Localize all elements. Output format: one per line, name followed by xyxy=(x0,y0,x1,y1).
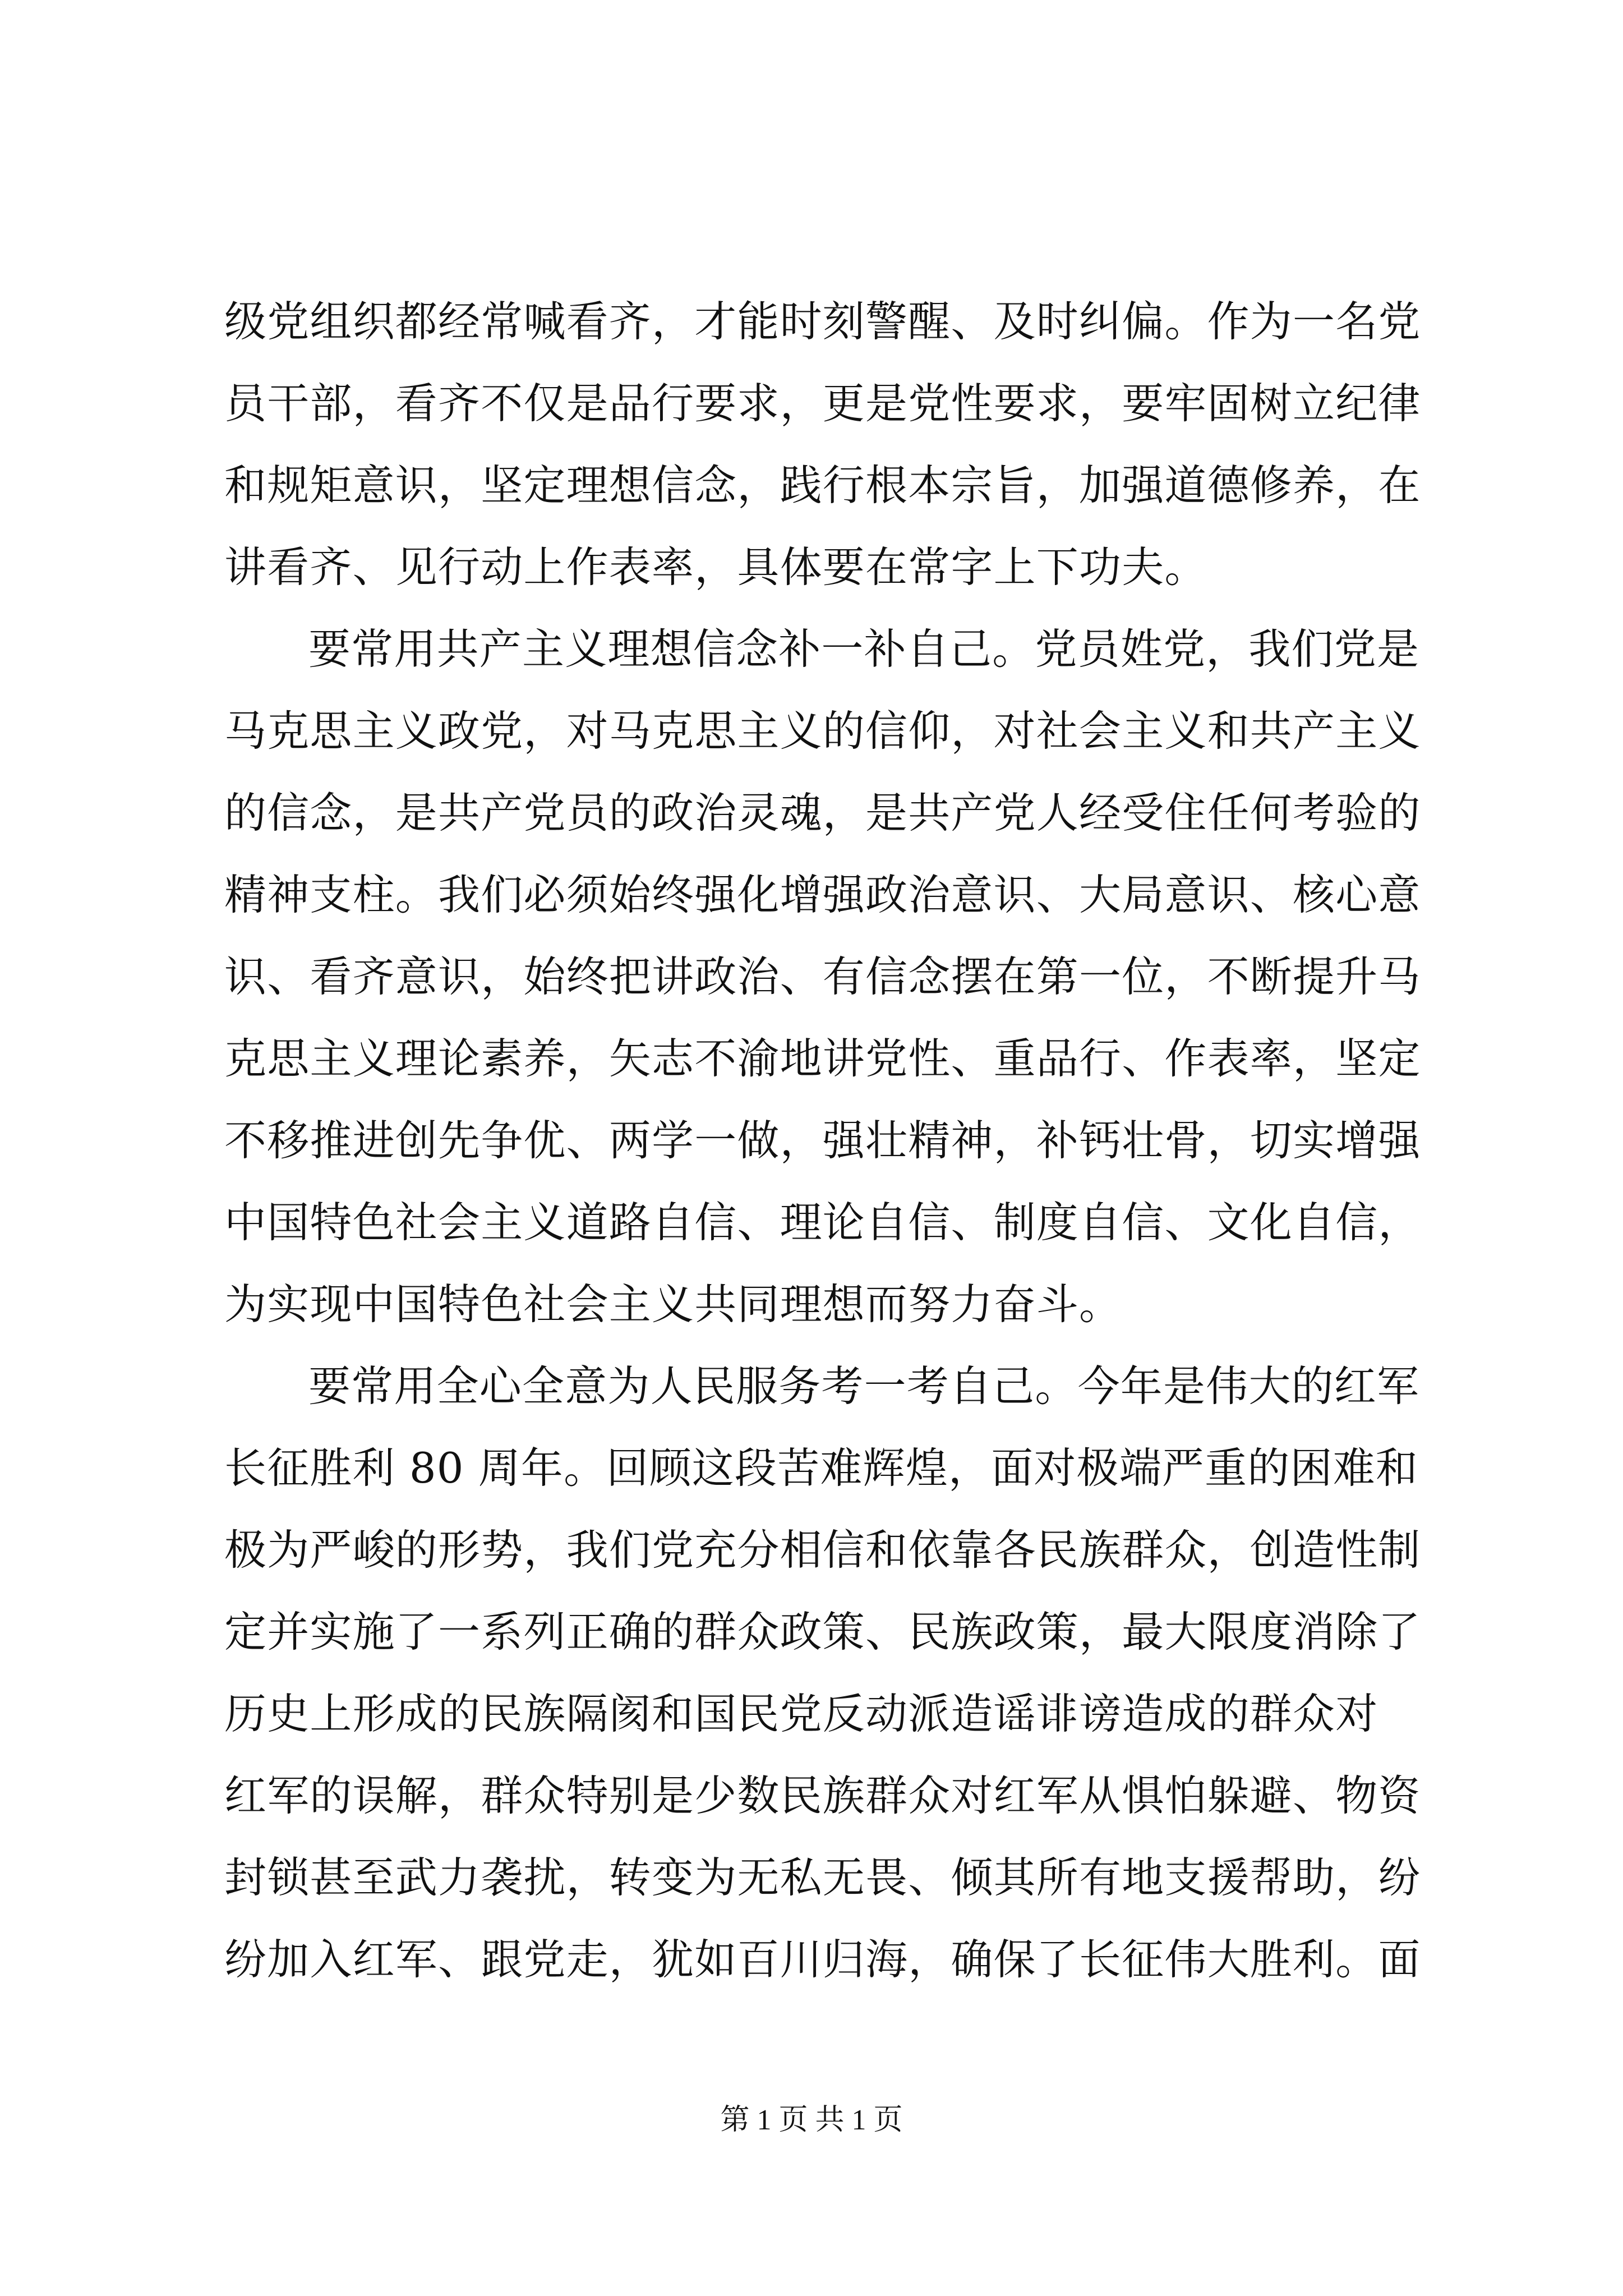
text-line: 中国特色社会主义道路自信、理论自信、制度自信、文化自信， xyxy=(224,1198,1421,1247)
text-line: 的信念，是共产党员的政治灵魂，是共产党人经受住任何考验的 xyxy=(224,788,1421,838)
text-line: 讲看齐、见行动上作表率，具体要在常字上下功夫。 xyxy=(224,542,1207,592)
text-line: 克思主义理论素养，矢志不渝地讲党性、重品行、作表率，坚定 xyxy=(224,1034,1421,1083)
text-line: 长征胜利 80 周年。回顾这段苦难辉煌，面对极端严重的困难和 xyxy=(224,1443,1419,1493)
text-line: 员干部，看齐不仅是品行要求，更是党性要求，要牢固树立纪律 xyxy=(224,379,1421,428)
text-line: 和规矩意识，坚定理想信念，践行根本宗旨，加强道德修养，在 xyxy=(224,461,1421,510)
text-line: 极为严峻的形势，我们党充分相信和依靠各民族群众，创造性制 xyxy=(224,1525,1421,1575)
page-footer: 第 1 页 共 1 页 xyxy=(720,2104,903,2136)
text-line: 封锁甚至武力袭扰，转变为无私无畏、倾其所有地支援帮助，纷 xyxy=(224,1853,1421,1902)
text-line: 为实现中国特色社会主义共同理想而努力奋斗。 xyxy=(224,1280,1122,1329)
text-line: 马克思主义政党，对马克思主义的信仰，对社会主义和共产主义 xyxy=(224,706,1421,756)
text-line: 红军的误解，群众特别是少数民族群众对红军从惧怕躲避、物资 xyxy=(224,1771,1421,1820)
document-body xyxy=(224,280,1421,2000)
text-line: 定并实施了一系列正确的群众政策、民族政策，最大限度消除了 xyxy=(224,1607,1421,1657)
text-line: 级党组织都经常喊看齐，才能时刻警醒、及时纠偏。作为一名党 xyxy=(224,297,1421,346)
text-line: 识、看齐意识，始终把讲政治、有信念摆在第一位，不断提升马 xyxy=(224,952,1421,1001)
paragraph-first-line: 要常用全心全意为人民服务考一考自己。今年是伟大的红军 xyxy=(308,1361,1420,1411)
text-line: 历史上形成的民族隔阂和国民党反动派造谣诽谤造成的群众对 xyxy=(224,1689,1378,1738)
text-line: 纷加入红军、跟党走，犹如百川归海，确保了长征伟大胜利。面 xyxy=(224,1935,1421,1984)
text-line: 精神支柱。我们必须始终强化增强政治意识、大局意识、核心意 xyxy=(224,870,1421,919)
text-line: 不移推进创先争优、两学一做，强壮精神，补钙壮骨，切实增强 xyxy=(224,1116,1421,1165)
paragraph-first-line: 要常用共产主义理想信念补一补自己。党员姓党，我们党是 xyxy=(308,624,1420,674)
